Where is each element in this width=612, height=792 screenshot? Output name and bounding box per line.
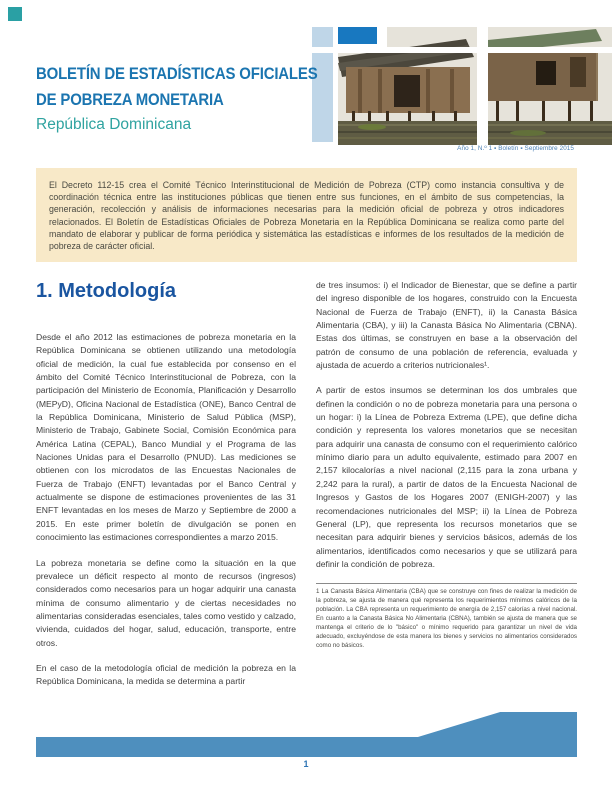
decree-intro-box: [36, 168, 577, 262]
bulletin-subtitle: República Dominicana: [36, 116, 192, 133]
photo-row-gap: [312, 47, 612, 53]
body-column-right: [316, 279, 577, 651]
paragraph: A partir de estos insumos se determinan los dos umbrales que definen la condición o no de pobreza monetaria para una persona o un hogar: i) la Línea de Pobreza Extrema (LPE), que define dicha condición y representa los valores monetarios que se necesitan para adquirir una canasta de consumo con el requerimiento calórico mínimo diario para un adulto equivalente, estimado para 2007 en 2,157 kilocalorías a nivel nacional (2,115 para la zona urbana y 2,242 para la rural), a partir de datos de la Encuesta Nacional de Ingresos y Gastos de los Hogares 2007 (ENIGH-2007) y las recomendaciones nutricionales del MSP; ii) la Línea de Pobreza General (LP), que representa los recursos monetarios que se necesitan para adquirir bienes y servicios básicos, además de los alimentarios, identificados como necesarios y que se utilizará para definir la condición de pobreza.: [316, 385, 577, 569]
masthead: [36, 61, 336, 136]
lightblue-square-top: [312, 27, 333, 47]
blue-square-accent: [338, 27, 377, 44]
photo-divider-gap: [477, 27, 488, 145]
body-column-left: [36, 331, 296, 701]
edition-date-line: Año 1, N.º 1 ▪ Boletín ▪ Septiembre 2015: [457, 145, 574, 152]
bulletin-title-line1: BOLETÍN DE ESTADÍSTICAS OFICIALES: [36, 64, 318, 83]
paragraph: Desde el año 2012 las estimaciones de pobreza monetaria en la República Dominicana se obtienen utilizando una metodología oficial de medición, la cual fue establecida por consenso en el ámbito del Comité Técnico Interinstitucional de Pobreza, con la participación del Ministerio de Economía, Planificación y Desarrollo (MEPyD), Oficina Nacional de Estadística (ONE), Banco Central de la República Dominicana, Ministerio de Salud Pública (MSP), Ministerio de Trabajo, Gabinete Social, Comisión Económica para América Latina (CEPAL), Banco Mundial y el Programa de las Naciones Unidas para el Desarrollo (PNUD). Las mediciones se obtienen con los microdatos de las Encuestas Nacionales de Fuerza de Trabajo (ENFT) levantadas por el Banco Central y actualmente se dispone de estimaciones provenientes de las 31 ENFT levantadas en los meses de Marzo y Septiembre de 2000 a 2015. En este primer boletín de divulgación se ponen en conocimiento las estimaciones correspondientes a marzo 2015.: [36, 332, 296, 543]
paragraph: de tres insumos: i) el Indicador de Bienestar, que se define a partir del ingreso disponible de los hogares, construido con la Encuesta Nacional de Fuerza de Trabajo (ENFT), ii) la Canasta Básica Alimentaria (CBA), y iii) la Canasta Básica No Alimentaria (CBNA). Estas dos últimas, se construyen en base a la observación del patrón de consumo de una población de referencia, evaluada y ajustada de acuerdo a criterios nutricionales¹.: [316, 280, 577, 371]
footnote-1: 1 La Canasta Básica Alimentaria (CBA) que se construye con fines de realizar la medición de la pobreza, se ajusta de manera qué representa los requerimientos mínimos calóricos de la población. La CBA representa un requerimiento de energía de 2,157 calorías a nivel nacional. En cuanto a la Canasta Básica No Alimentaria (CBNA), también se ajusta de manera que se mantenga el criterio de lo "básico" o mínimo requerido para garantizar un nivel de vida adecuado, excluyéndose de esta manera los bienes y servicios no alimentarios considerados como no básicos.: [316, 583, 577, 650]
corner-accent-square: [8, 7, 22, 21]
paragraph: En el caso de la metodología oficial de medición la pobreza en la República Dominicana, la medida se determina a partir: [36, 662, 296, 687]
decree-intro-text: El Decreto 112-15 crea el Comité Técnico Interinstitucional de Medición de Pobreza (CTP) como instancia consultiva y de coordinación técnica entre las instituciones públicas que tienen entre sus funciones, en el ámbito de sus competencias, la generación, recolección y análisis de informaciones necesarias para la medición oficial de pobreza y otros indicadores relacionados. El Boletín de Estadísticas Oficiales de Pobreza Monetaria en la República Dominicana se realiza como parte del mandato de elaborar y publicar de forma periódica y sistemática las estadísticas e informes de los resultados de la medición de pobreza de carácter oficial.: [49, 180, 564, 252]
section-heading-metodologia: 1. Metodología: [36, 280, 176, 302]
paragraph: La pobreza monetaria se define como la situación en la que prevalece un déficit respecto al monto de recursos (ingresos) considerados como necesarios para un hogar adquirir una canasta mínima de consumo alimentario y de ciertas necesidades no alimentarias consideradas esenciales, tales como vestido y calzado, vivienda, cuidados del hogar, salud, educación, transporte, entre otros.: [36, 557, 296, 648]
footer-swoosh-bar: [36, 712, 577, 757]
page-number: 1: [303, 759, 309, 769]
bulletin-title-line2: DE POBREZA MONETARIA: [36, 90, 224, 109]
